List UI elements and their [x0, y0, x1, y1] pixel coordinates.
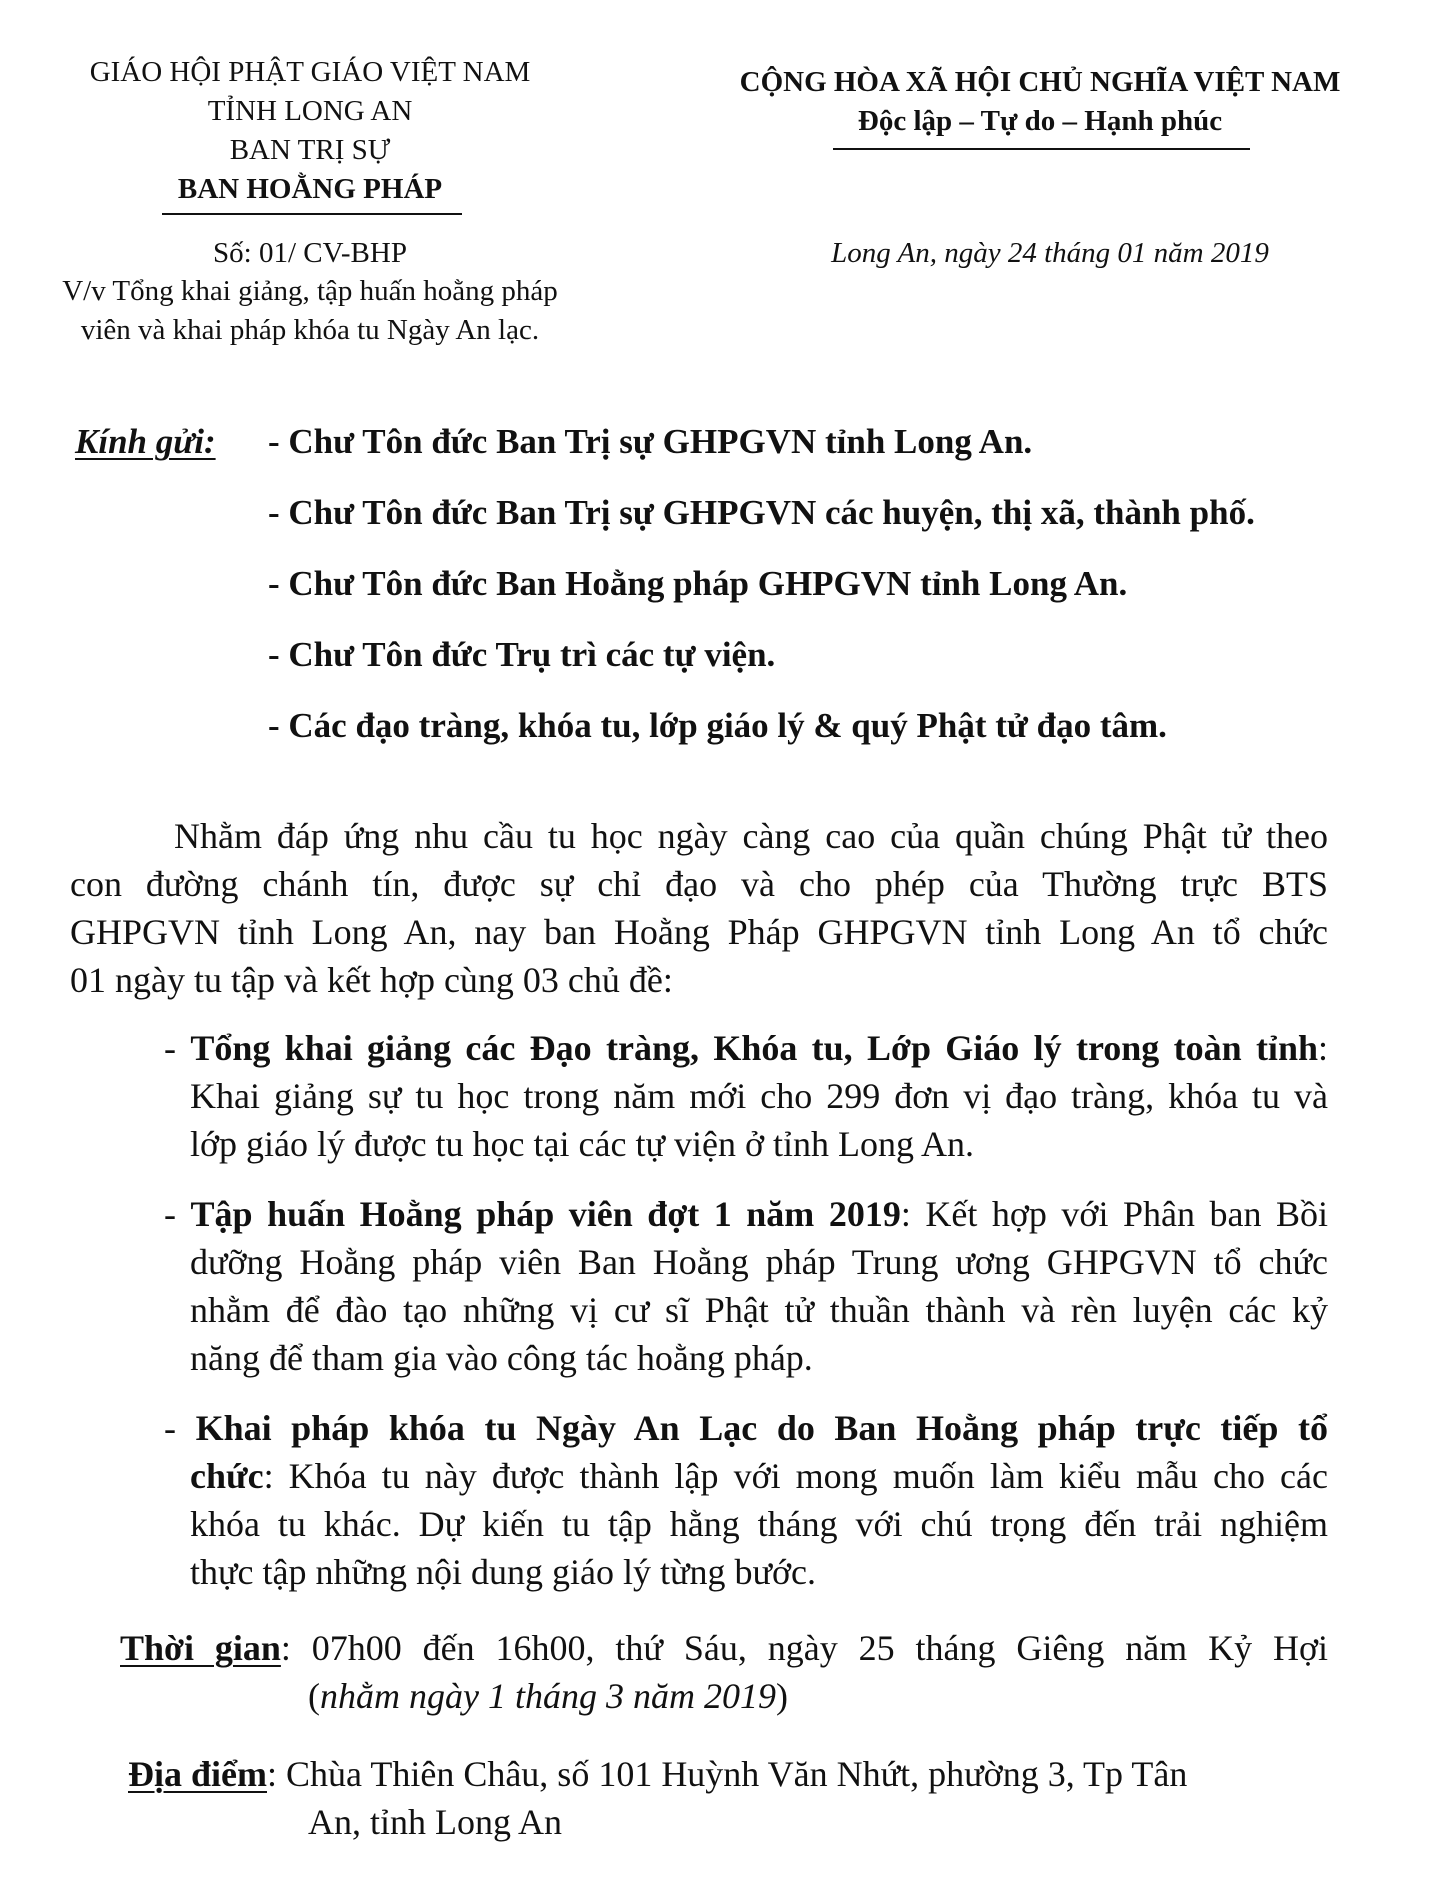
recipient-item: - Các đạo tràng, khóa tu, lớp giáo lý & quý Phật tử đạo tâm. [268, 706, 1167, 745]
time-block [120, 1624, 1328, 1720]
location-label: Địa điểm [128, 1754, 267, 1794]
topic-dash: - [164, 1028, 191, 1068]
country-name: CỘNG HÒA XÃ HỘI CHỦ NGHĨA VIỆT NAM [739, 66, 1341, 98]
topic-item [164, 1190, 1328, 1382]
topic-item [164, 1024, 1328, 1168]
intro-paragraph [70, 812, 1328, 1004]
topic-line: dưỡng Hoằng pháp viên Ban Hoằng pháp Trung ương GHPGVN tổ chức [190, 1242, 1328, 1282]
doc-subject-line: viên và khai pháp khóa tu Ngày An lạc. [80, 314, 540, 346]
recipient-item: - Chư Tôn đức Trụ trì các tự viện. [268, 635, 776, 674]
topic-line: lớp giáo lý được tu học tại các tự viện ở tỉnh Long An. [190, 1124, 974, 1164]
header-left [30, 53, 590, 209]
org-name: GIÁO HỘI PHẬT GIÁO VIỆT NAM [89, 56, 531, 88]
intro-line: Nhằm đáp ứng nhu cầu tu học ngày càng cao của quần chúng Phật tử theo [174, 816, 1328, 856]
time-note-paren: ( [308, 1676, 320, 1716]
topic-text: : Kết hợp với Phân ban Bồi [900, 1194, 1328, 1234]
recipient-item: - Chư Tôn đức Ban Hoằng pháp GHPGVN tỉnh Long An. [268, 564, 1128, 603]
org-province: TỈNH LONG AN [207, 95, 413, 127]
recipient-item: - Chư Tôn đức Ban Trị sự GHPGVN tỉnh Long An. [268, 422, 1033, 461]
topic-text: : Khóa tu này được thành lập với mong muốn làm kiểu mẫu cho các [263, 1456, 1328, 1496]
org-department: BAN HOẰNG PHÁP [177, 173, 443, 205]
topic-title-cont: chức [190, 1456, 264, 1496]
time-value: : 07h00 đến 16h00, thứ Sáu, ngày 25 tháng Giêng năm Kỷ Hợi [280, 1628, 1328, 1668]
topic-title: Tập huấn Hoằng pháp viên đợt 1 năm 2019 [190, 1194, 901, 1234]
topic-title: Khai pháp khóa tu Ngày An Lạc do Ban Hoằng pháp trực tiếp tổ [195, 1408, 1328, 1448]
topic-line: thực tập những nội dung giáo lý từng bước. [190, 1552, 817, 1592]
topic-dash: - [164, 1194, 191, 1234]
topic-dash: - [164, 1408, 196, 1448]
time-label: Thời gian [120, 1628, 281, 1668]
topic-text: : [1317, 1028, 1328, 1068]
topic-title: Tổng khai giảng các Đạo tràng, Khóa tu, Lớp Giáo lý trong toàn tỉnh [190, 1028, 1318, 1068]
location-value-cont: An, tỉnh Long An [308, 1802, 563, 1842]
topic-line: khóa tu khác. Dự kiến tu tập hằng tháng với chú trọng đến trải nghiệm [190, 1504, 1328, 1544]
intro-line: GHPGVN tỉnh Long An, nay ban Hoằng Pháp GHPGVN tỉnh Long An tổ chức [70, 912, 1328, 952]
location-value: : Chùa Thiên Châu, số 101 Huỳnh Văn Nhứt, phường 3, Tp Tân [267, 1754, 1188, 1794]
intro-line: 01 ngày tu tập và kết hợp cùng 03 chủ đề: [70, 960, 673, 1000]
doc-number: Số: 01/ CV-BHP [213, 237, 407, 269]
location-block [128, 1750, 1328, 1846]
recipients-label: Kính gửi: [75, 422, 216, 461]
org-committee: BAN TRỊ SỰ [229, 134, 391, 166]
intro-line: con đường chánh tín, được sự chỉ đạo và cho phép của Thường trực BTS [70, 864, 1328, 904]
time-note-paren: ) [775, 1676, 788, 1716]
topic-item [164, 1404, 1328, 1596]
recipient-item: - Chư Tôn đức Ban Trị sự GHPGVN các huyện, thị xã, thành phố. [268, 493, 1255, 532]
header-left-rule [162, 213, 462, 215]
place-date: Long An, ngày 24 tháng 01 năm 2019 [831, 237, 1269, 269]
topic-line: nhằm để đào tạo những vị cư sĩ Phật tử thuần thành và rèn luyện các kỷ [190, 1290, 1328, 1330]
national-motto: Độc lập – Tự do – Hạnh phúc [857, 105, 1223, 137]
time-note: nhằm ngày 1 tháng 3 năm 2019 [320, 1676, 776, 1716]
doc-subject-line: V/v Tổng khai giảng, tập huấn hoằng pháp [62, 275, 558, 307]
motto-rule [833, 148, 1250, 150]
topic-line: Khai giảng sự tu học trong năm mới cho 299 đơn vị đạo tràng, khóa tu và [190, 1076, 1328, 1116]
doc-subject [10, 272, 610, 350]
topic-line: năng để tham gia vào công tác hoằng pháp. [190, 1338, 813, 1378]
